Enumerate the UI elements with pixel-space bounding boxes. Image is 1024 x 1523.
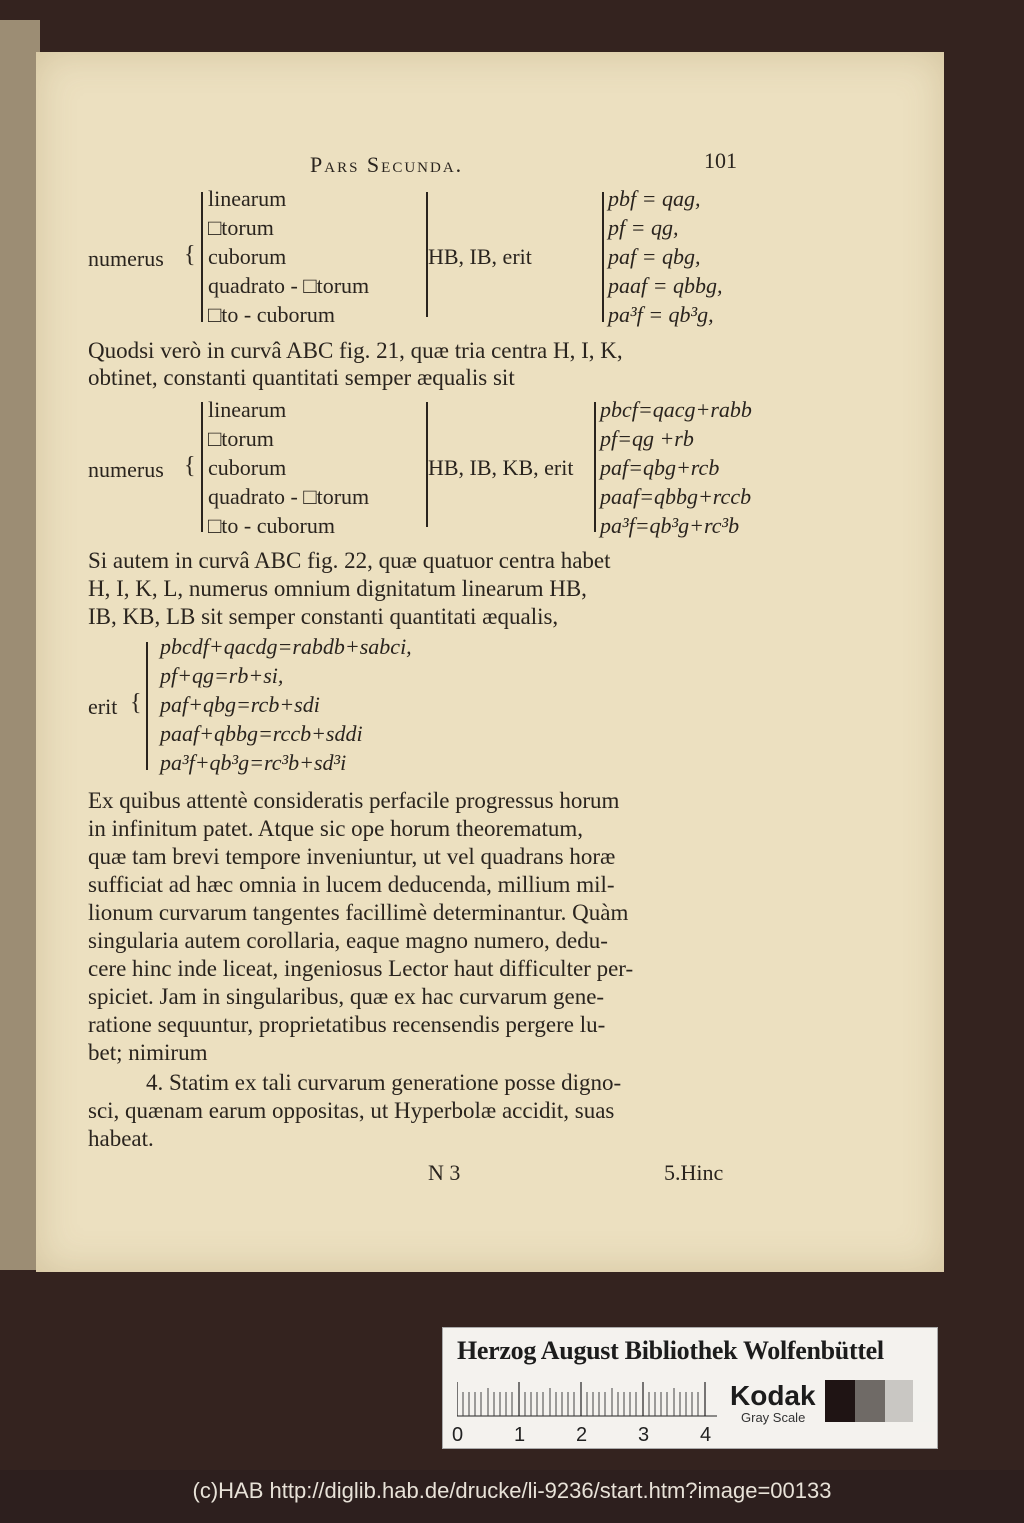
- gray-swatch: [913, 1380, 933, 1422]
- brace-line: [201, 192, 203, 322]
- text-line: Quodsi verò in curvâ ABC fig. 21, quæ tria centra H, I, K,: [88, 338, 623, 363]
- gray-swatch: [855, 1380, 885, 1422]
- gray-scale-label: Gray Scale: [741, 1410, 806, 1425]
- list-item: quadrato - □torum: [208, 484, 370, 509]
- numerus-label: numerus: [88, 457, 164, 482]
- text-line: H, I, K, L, numerus omnium dignitatum linearum HB,: [88, 576, 587, 601]
- formula: pf=qg +rb: [600, 426, 694, 451]
- text-line: spiciet. Jam in singularibus, quæ ex hac curvarum gene-: [88, 984, 605, 1009]
- formula: pbf = qag,: [608, 186, 701, 211]
- signature-mark: N 3: [428, 1160, 461, 1185]
- formula: pbcf=qacg+rabb: [600, 397, 752, 422]
- formula: paaf+qbbg=rccb+sddi: [160, 721, 363, 746]
- ruler-number: 0: [452, 1424, 464, 1446]
- text-line: Si autem in curvâ ABC fig. 22, quæ quatuor centra habet: [88, 548, 611, 573]
- left-brace: {: [184, 453, 196, 479]
- formula: paf=qbg+rcb: [600, 455, 720, 480]
- ruler-number: 2: [576, 1424, 588, 1446]
- numerus-label: numerus: [88, 246, 164, 271]
- text-line: sufficiat ad hæc omnia in lucem deducenda, millium mil-: [88, 872, 615, 897]
- gray-swatch: [885, 1380, 915, 1422]
- ruler-number: 1: [514, 1424, 526, 1446]
- text-line: in infinitum patet. Atque sic ope horum theorematum,: [88, 816, 584, 841]
- page-number: 101: [704, 148, 737, 173]
- gray-swatch: [825, 1380, 855, 1422]
- middle-text: HB, IB, erit: [428, 244, 532, 269]
- list-item: cuborum: [208, 455, 287, 480]
- left-brace: {: [184, 242, 196, 268]
- copyright-credit: (c)HAB http://diglib.hab.de/drucke/li-9236/start.htm?image=00133: [192, 1478, 832, 1503]
- ruler-number: 3: [638, 1424, 650, 1446]
- list-item: quadrato - □torum: [208, 273, 370, 298]
- text-line: obtinet, constanti quantitati semper æqualis sit: [88, 365, 515, 390]
- running-title: Pars Secunda.: [310, 152, 464, 177]
- formula: pbcdf+qacdg=rabdb+sabci,: [160, 634, 412, 659]
- formula: paf = qbg,: [608, 244, 701, 269]
- formula: pf+qg=rb+si,: [160, 663, 284, 688]
- formula: pf = qg,: [608, 215, 679, 240]
- formula: pa³f=qb³g+rc³b: [600, 513, 740, 538]
- formula: pa³f+qb³g=rc³b+sd³i: [160, 750, 347, 775]
- text-line: habeat.: [88, 1126, 154, 1151]
- left-brace: {: [130, 690, 142, 716]
- ruler-number: 4: [700, 1424, 712, 1446]
- book-edge: [0, 20, 40, 1270]
- brace-line: [594, 402, 596, 532]
- list-item: linearum: [208, 186, 287, 211]
- erit-label: erit: [88, 694, 118, 719]
- kodak-logo: Kodak: [730, 1380, 816, 1411]
- list-item: □torum: [208, 426, 274, 451]
- formula: paaf = qbbg,: [608, 273, 723, 298]
- text-line: quæ tam brevi tempore inveniuntur, ut vel quadrans horæ: [88, 844, 616, 869]
- list-item: □to - cuborum: [208, 513, 335, 538]
- text-line: bet; nimirum: [88, 1040, 208, 1065]
- formula: paaf=qbbg+rccb: [600, 484, 752, 509]
- text-line: lionum curvarum tangentes facillimè determinantur. Quàm: [88, 900, 629, 925]
- brace-line: [602, 192, 604, 322]
- list-item: linearum: [208, 397, 287, 422]
- list-item: cuborum: [208, 244, 287, 269]
- library-color-card: [442, 1327, 938, 1449]
- text-line: IB, KB, LB sit semper constanti quantitati æqualis,: [88, 604, 559, 629]
- catchword: 5.Hinc: [664, 1160, 724, 1185]
- text-line: singularia autem corollaria, eaque magno numero, dedu-: [88, 928, 608, 953]
- text-line: 4. Statim ex tali curvarum generatione posse digno-: [146, 1070, 622, 1095]
- ruler: [457, 1382, 717, 1418]
- text-line: Ex quibus attentè consideratis perfacile progressus horum: [88, 788, 620, 813]
- library-name: Herzog August Bibliothek Wolfenbüttel: [457, 1336, 884, 1365]
- list-item: □to - cuborum: [208, 302, 335, 327]
- formula: paf+qbg=rcb+sdi: [160, 692, 320, 717]
- text-line: sci, quænam earum oppositas, ut Hyperbolæ accidit, suas: [88, 1098, 615, 1123]
- text-line: ratione sequuntur, proprietatibus recensendis pergere lu-: [88, 1012, 606, 1037]
- formula: pa³f = qb³g,: [608, 302, 714, 327]
- list-item: □torum: [208, 215, 274, 240]
- text-line: cere hinc inde liceat, ingeniosus Lector haut difficulter per-: [88, 956, 634, 981]
- brace-line: [201, 402, 203, 532]
- middle-text: HB, IB, KB, erit: [428, 455, 574, 480]
- brace-line: [146, 642, 148, 770]
- book-page: [36, 52, 944, 1272]
